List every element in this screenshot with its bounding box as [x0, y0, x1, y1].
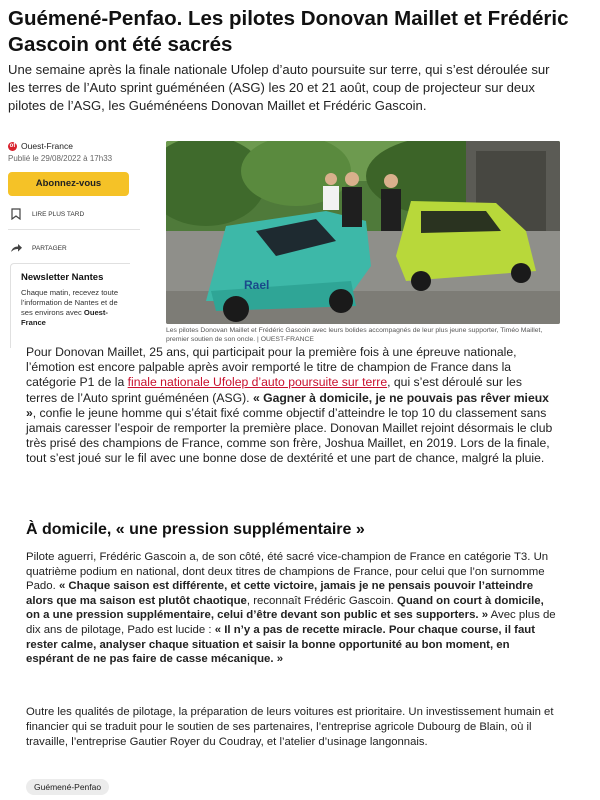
body-paragraph-3: Outre les qualités de pilotage, la préparation de leurs voitures est prioritaire. Un investissement humain et financier qui se traduit pour le soutien de ses partenaires, l’entreprise agricole Dubourg de Blain, où il travaille, l’entreprise Gautier Royer du Coudray, et l’atelier d’usinage langonnais. [26, 706, 554, 748]
p1-quote: « Gagner à domicile, je ne pouvais pas rêver mieux » [26, 390, 549, 420]
p2-quote-2: Quand on court à domicile, on a une pression supplémentaire, celui d’être devant son public et ses supporters. » [26, 594, 544, 622]
finale-nationale-link[interactable]: finale nationale Ufolep d’auto poursuite sur terre [127, 375, 388, 390]
newsletter-box[interactable] [10, 263, 130, 348]
article-photo[interactable] [166, 141, 560, 324]
photo-caption: Les pilotes Donovan Maillet et Frédéric Gascoin avec leurs bolides accompagnés de leur plus jeune supporter, Timéo Maillet, premier soutien de son oncle. | OUEST-FRANCE [166, 327, 543, 343]
p2-text-c: Avec plus de dix ans de pilotage, Pado est lucide : [26, 609, 556, 636]
source-name: Ouest-France [21, 141, 73, 151]
p1-text-b: , qui s’est déroulé sur les terres de l’Auto sprint guéménéen (ASG). [26, 375, 522, 405]
ouest-france-logo-icon: of [9, 143, 16, 149]
article-title: Guémené-Penfao. Les pilotes Donovan Maillet et Frédéric Gascoin ont été sacrés [8, 7, 569, 56]
share-label: PARTAGER [32, 244, 67, 252]
share-arrow-icon [8, 240, 24, 256]
article-sidebar [8, 140, 154, 257]
newsletter-description: Chaque matin, recevez toute l’information de Nantes et de ses environs avec [21, 288, 119, 317]
newsletter-text [21, 288, 130, 328]
article-lead: Une semaine après la finale nationale Ufolep d’auto poursuite sur terre, qui s’est déroulée sur les terres de l’Auto sprint guéménéen (ASG) les 20 et 21 août, coup de projecteur sur deux pilotes de l’ASG, les Guéménéens Donovan Maillet et Frédéric Gascoin. [8, 62, 550, 113]
p2-quote-3: « Il n’y a pas de recette miracle. Pour chaque course, il faut rester calme, analyser chaque situation et saisir la bonne opportunité au bon moment, en espérant de ne pas faire de casse mécanique. » [26, 623, 536, 666]
read-later-label: LIRE PLUS TARD [32, 210, 85, 218]
read-later-button[interactable] [8, 205, 154, 223]
p2-text-b: , reconnaît Frédéric Gascoin. [246, 594, 397, 607]
newsletter-title: Newsletter Nantes [21, 272, 104, 283]
p1-text-a: Pour Donovan Maillet, 25 ans, qui participait pour la première fois à une épreuve nationale, l’émotion est encore palpable après avoir remporté le titre de champion de France dans la catégorie P1 de la [26, 345, 517, 390]
p2-quote-1: « Chaque saison est différente, et cette victoire, jamais je ne pensais pouvoir l’atteindre alors que ma saison est plutôt chaotique [26, 580, 534, 607]
body-paragraph-1 [26, 345, 556, 467]
divider [8, 229, 140, 230]
newsletter-brand: Ouest-France [21, 308, 108, 327]
body-paragraph-2 [26, 550, 560, 667]
p1-text-c: , confie le jeune homme qui s’était fixé comme objectif d’atteindre le top 10 du classement sans jamais caresser l’espoir de remporter la première place. Donovan Maillet rejoint désormais le club très prisé des champions de France, comme son frère, Joshua Maillet, en 2019. Lors de la finale, tout s’est joué sur le fil avec une bonne dose de dextérité et une part de chance, malgré la pluie. [26, 405, 553, 466]
section-subheading: À domicile, « une pression supplémentaire » [26, 521, 365, 538]
publish-date: Publié le 29/08/2022 à 17h33 [8, 154, 113, 163]
source-line [8, 140, 154, 152]
subscribe-button[interactable]: Abonnez-vous [8, 172, 129, 196]
bookmark-icon [8, 206, 24, 222]
share-button[interactable] [8, 239, 154, 257]
p2-text-a: Pilote aguerri, Frédéric Gascoin a, de son côté, été sacré vice-champion de France en catégorie T3. Un quatrième podium en national, dont deux titres de champions de France, pour celui que l’on surnomme Pado. [26, 551, 549, 593]
location-tag[interactable]: Guémené-Penfao [26, 779, 109, 795]
car-sticker-label: Rael [244, 278, 270, 292]
